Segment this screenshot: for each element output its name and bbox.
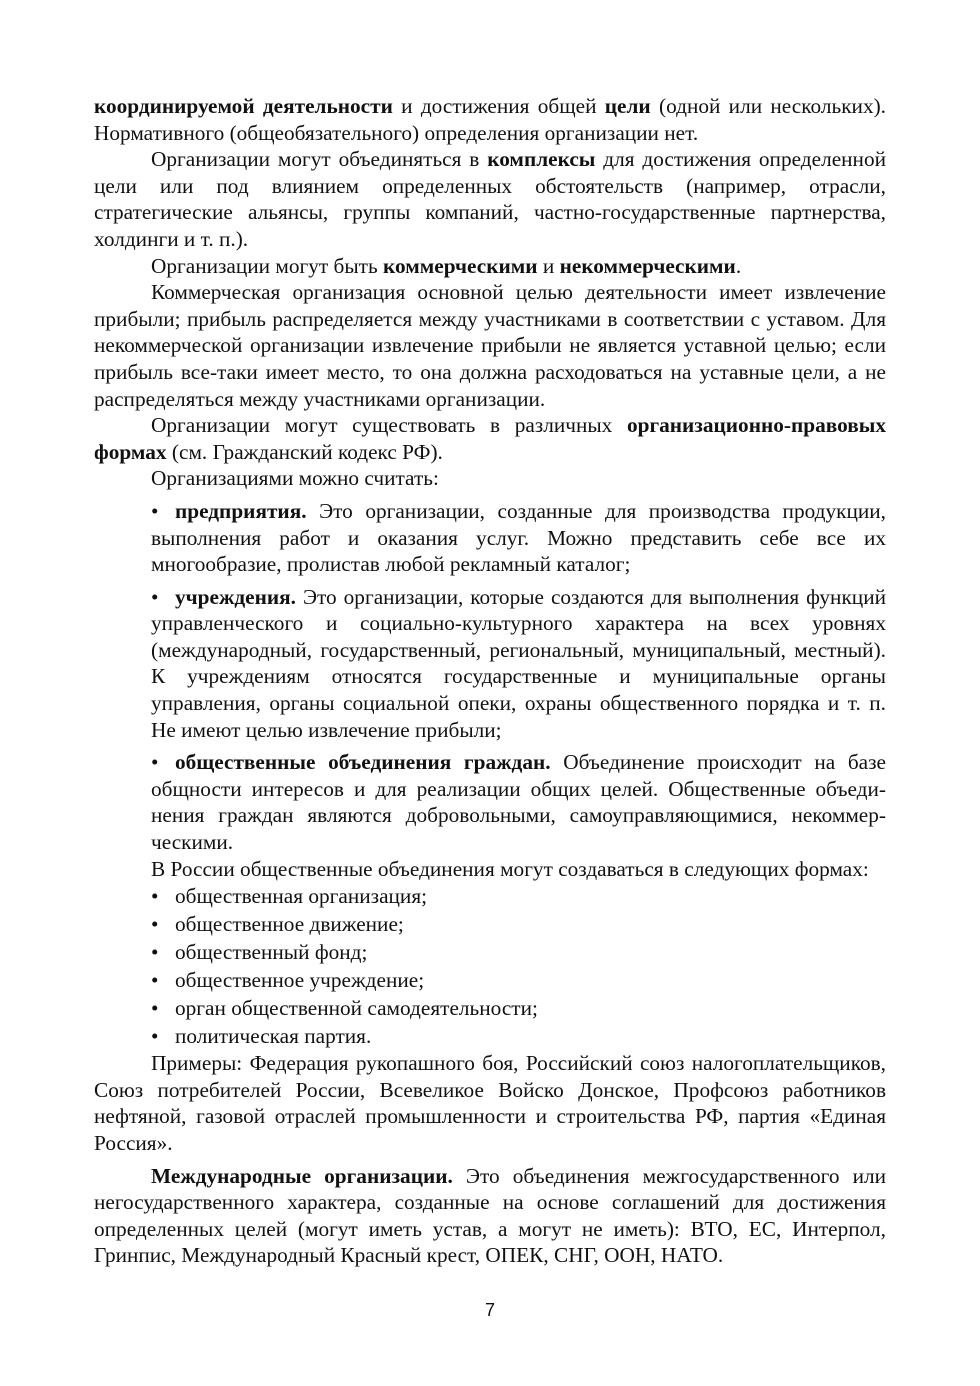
list-item: • общественная организация; (151, 884, 428, 909)
bullet-icon: • (151, 968, 159, 993)
list-item: • орган общественной самодеятельности; (151, 996, 538, 1021)
paragraph-commercial-types: Организации могут быть коммерческими и некоммерческими. (151, 253, 742, 278)
list-item: • общественное учреждение; (151, 968, 425, 993)
paragraph-complexes: Организации могут объединяться в комплексы для достижения определенной цели или под влиянием определенных обстоятельств (например, отрасли, стратегические альянсы, группы компаний, частно-государственные партнерства, холдинги и т. п.). (94, 147, 886, 251)
list-item: • общественное движение; (151, 912, 404, 937)
bullet-icon: • (151, 996, 159, 1021)
list-item: • политическая партия. (151, 1024, 372, 1049)
bullet-icon: • (151, 584, 159, 609)
paragraph-examples: Примеры: Федерация рукопашного боя, Российский союз налогоплательщиков, Союз потребителей России, Всевеликое Войско Донское, Профсоюз работников нефтяной, газовой отраслей промышленности и строительства РФ, партия «Единая Россия». (94, 1051, 886, 1155)
public-forms-list (94, 882, 886, 1050)
list-item: • общественный фонд; (151, 940, 368, 965)
bullet-icon: • (151, 1024, 159, 1049)
bullet-icon: • (151, 884, 159, 909)
paragraph-organization-definition: координируемой деятельности и достижения общей цели (одной или нескольких). Нормативного (общеобязательного) определения организации нет. (94, 94, 887, 145)
bullet-icon: • (151, 912, 159, 937)
paragraph-legal-forms: Организации могут существовать в различных организационно-правовых формах (см. Гражданский кодекс РФ). (94, 413, 886, 464)
bullet-icon: • (151, 750, 159, 775)
list-item-enterprises: • предприятия. Это организации, созданные для производства продукции, выполнения работ и оказания услуг. Можно представить себе все их многообразие, пролистав любой рекламный каталог; (151, 498, 886, 577)
bullet-icon: • (151, 498, 159, 523)
paragraph-international-organizations: Международные организации. Это объединения межгосударственного или негосударственного характера, созданные на основе соглашений для достижения определенных целей (могут иметь устав, а могут не иметь): ВТО, ЕС, Интерпол, Гринпис, Международный Красный крест, ОПЕК, СНГ, ООН, НАТО. (94, 1163, 886, 1268)
bullet-icon: • (151, 940, 159, 965)
page-body (94, 93, 886, 1269)
list-item-institutions: • учреждения. Это организации, которые создаются для выполнения функций управленческого и социально-культурного характера на всех уровнях (международный, государственный, региональный, муниципальный, местный). К учреждениям относятся государственные и муниципальные органы управления, органы социальной опеки, охраны общественного порядка и т. п. Не имеют целью извлечение прибыли; (151, 584, 886, 742)
paragraph-commercial-definition: Коммерческая организация основной целью деятельности имеет извлечение прибыли; прибыль распределяется между участниками в соответствии с уставом. Для некоммерческой организации извлечение прибыли не является уставной целью; если прибыль все-таки имеет место, то она должна расходоваться на уставные цели, а не распределяться между участниками организации. (94, 280, 886, 411)
list-item-public-associations: • общественные объединения граждан. Объединение происходит на базе общности интересов и для реализации общих целей. Общественные объединения граждан являются добровольными, самоуправляющимися, некоммерческими. (151, 750, 886, 855)
paragraph-russia-forms: В России общественные объединения могут создаваться в следующих формах: (151, 856, 869, 881)
paragraph-can-be-considered: Организациями можно считать: (151, 466, 439, 491)
page-number: 7 (484, 1300, 495, 1320)
